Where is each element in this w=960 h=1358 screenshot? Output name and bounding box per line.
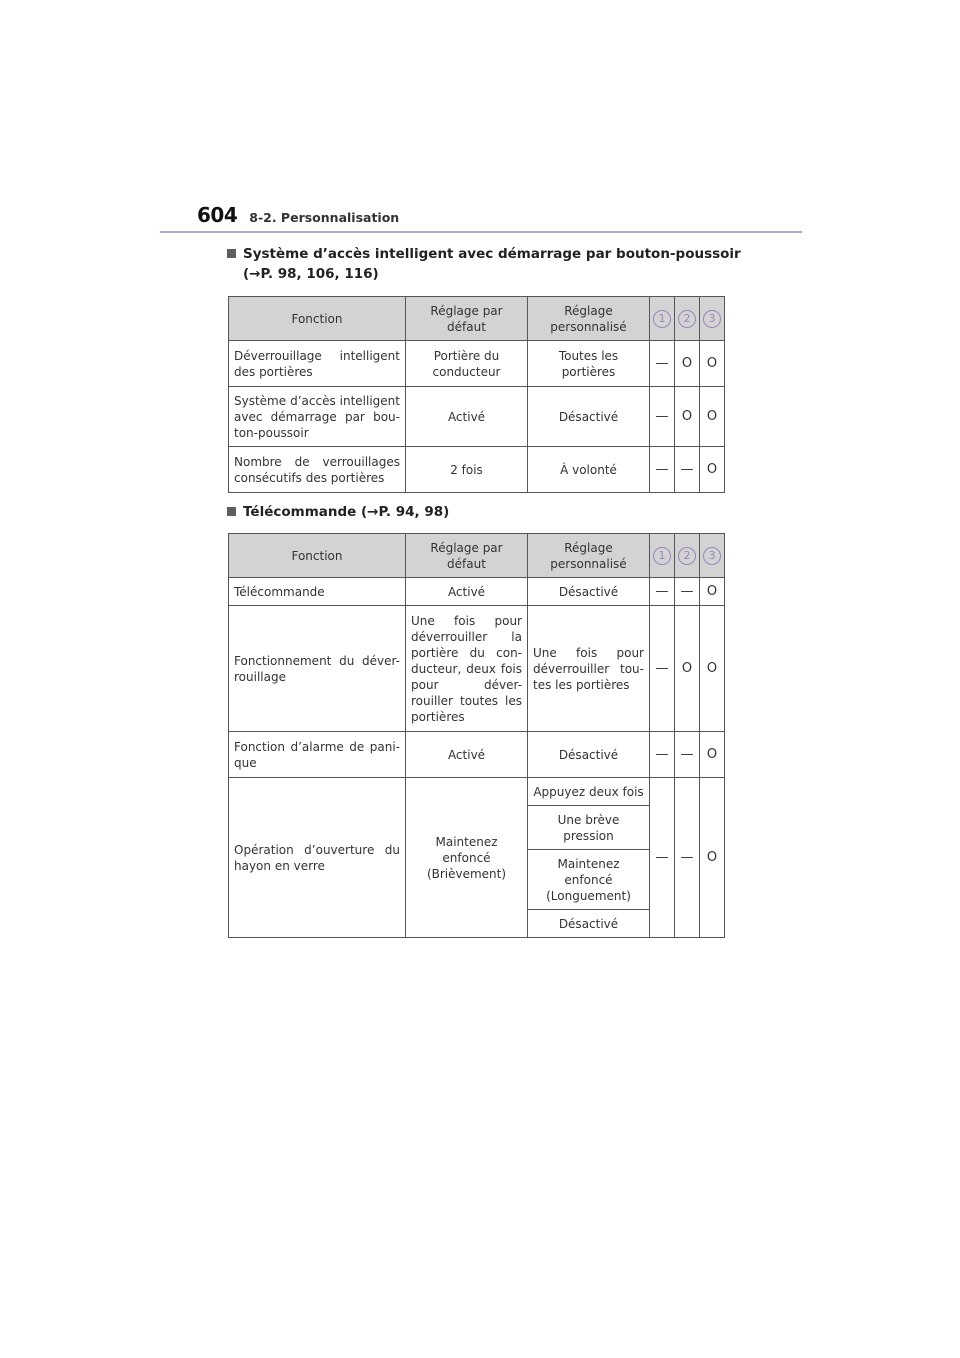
cell-mark-1: — (650, 447, 675, 493)
table-row (229, 778, 725, 806)
col-fonction: Fonction (229, 297, 406, 341)
circled-1-icon: 1 (653, 547, 671, 565)
circled-3-icon: 3 (703, 547, 721, 565)
cell-mark-1: — (650, 341, 675, 387)
page-header (197, 203, 399, 227)
cell-fonction: Fonctionnement du déver-rouillage (229, 606, 406, 732)
cell-defaut: Activé (406, 578, 528, 606)
cell-mark-1: — (650, 387, 675, 447)
cell-mark-2: O (675, 606, 700, 732)
cell-defaut: 2 fois (406, 447, 528, 493)
cell-fonction: Opération d’ouverture du hayon en verre (229, 778, 406, 938)
table-header-row (229, 297, 725, 341)
cell-mark-2: — (675, 778, 700, 938)
cell-mark-3: O (700, 447, 725, 493)
cell-defaut: Une fois pour déverrouiller la portière du con-ducteur, deux fois pour déver-rouiller toutes les portières (406, 606, 528, 732)
col-defaut: Réglage par défaut (406, 297, 528, 341)
cell-mark-1: — (650, 578, 675, 606)
cell-fonction: Déverrouillage intelligent des portières (229, 341, 406, 387)
cell-option: Désactivé (528, 910, 650, 938)
table-row (229, 732, 725, 778)
circled-3-icon: 3 (703, 310, 721, 328)
col-defaut: Réglage par défaut (406, 534, 528, 578)
col-1 (650, 297, 675, 341)
cell-mark-1: — (650, 606, 675, 732)
square-bullet-icon (227, 249, 236, 258)
cell-mark-2: O (675, 387, 700, 447)
col-2 (675, 534, 700, 578)
table-row (229, 578, 725, 606)
circled-1-icon: 1 (653, 310, 671, 328)
table-row (229, 447, 725, 493)
cell-mark-1: — (650, 778, 675, 938)
cell-mark-3: O (700, 578, 725, 606)
heading-telecommande: Télécommande (→P. 94, 98) (227, 502, 449, 522)
table-row (229, 387, 725, 447)
col-fonction: Fonction (229, 534, 406, 578)
cell-fonction: Système d’accès intelligent avec démarrage par bou-ton-poussoir (229, 387, 406, 447)
col-perso: Réglage personnalisé (528, 534, 650, 578)
cell-mark-2: O (675, 341, 700, 387)
cell-perso: Désactivé (528, 578, 650, 606)
square-bullet-icon (227, 507, 236, 516)
cell-option: Appuyez deux fois (528, 778, 650, 806)
cell-defaut: Activé (406, 387, 528, 447)
cell-mark-3: O (700, 778, 725, 938)
cell-mark-3: O (700, 606, 725, 732)
cell-fonction: Nombre de verrouillages consécutifs des portières (229, 447, 406, 493)
cell-mark-3: O (700, 341, 725, 387)
heading-smart-access: Système d’accès intelligent avec démarrage par bouton-poussoir (→P. 98, 106, 116) (227, 244, 741, 284)
col-2 (675, 297, 700, 341)
col-perso: Réglage personnalisé (528, 297, 650, 341)
header-rule (160, 231, 802, 233)
cell-mark-2: — (675, 732, 700, 778)
cell-option: Maintenez enfoncé (Longuement) (528, 850, 650, 910)
cell-perso: Une fois pour déverrouiller tou-tes les portières (528, 606, 650, 732)
col-3 (700, 534, 725, 578)
page-number: 604 (197, 203, 238, 227)
section-title: 8-2. Personnalisation (249, 210, 400, 225)
cell-defaut: Portière du conducteur (406, 341, 528, 387)
cell-fonction: Fonction d’alarme de pani-que (229, 732, 406, 778)
cell-mark-1: — (650, 732, 675, 778)
table-row (229, 606, 725, 732)
cell-perso: À volonté (528, 447, 650, 493)
table-smart-access (228, 296, 725, 493)
table-telecommande (228, 533, 725, 938)
cell-perso: Désactivé (528, 732, 650, 778)
circled-2-icon: 2 (678, 310, 696, 328)
cell-option: Une brève pression (528, 806, 650, 850)
cell-perso: Toutes les portières (528, 341, 650, 387)
cell-mark-3: O (700, 387, 725, 447)
col-1 (650, 534, 675, 578)
cell-mark-2: — (675, 578, 700, 606)
table-row (229, 341, 725, 387)
col-3 (700, 297, 725, 341)
cell-mark-2: — (675, 447, 700, 493)
cell-perso: Désactivé (528, 387, 650, 447)
circled-2-icon: 2 (678, 547, 696, 565)
cell-defaut: Maintenez enfoncé (Brièvement) (406, 778, 528, 938)
cell-fonction: Télécommande (229, 578, 406, 606)
cell-defaut: Activé (406, 732, 528, 778)
table-header-row (229, 534, 725, 578)
cell-mark-3: O (700, 732, 725, 778)
